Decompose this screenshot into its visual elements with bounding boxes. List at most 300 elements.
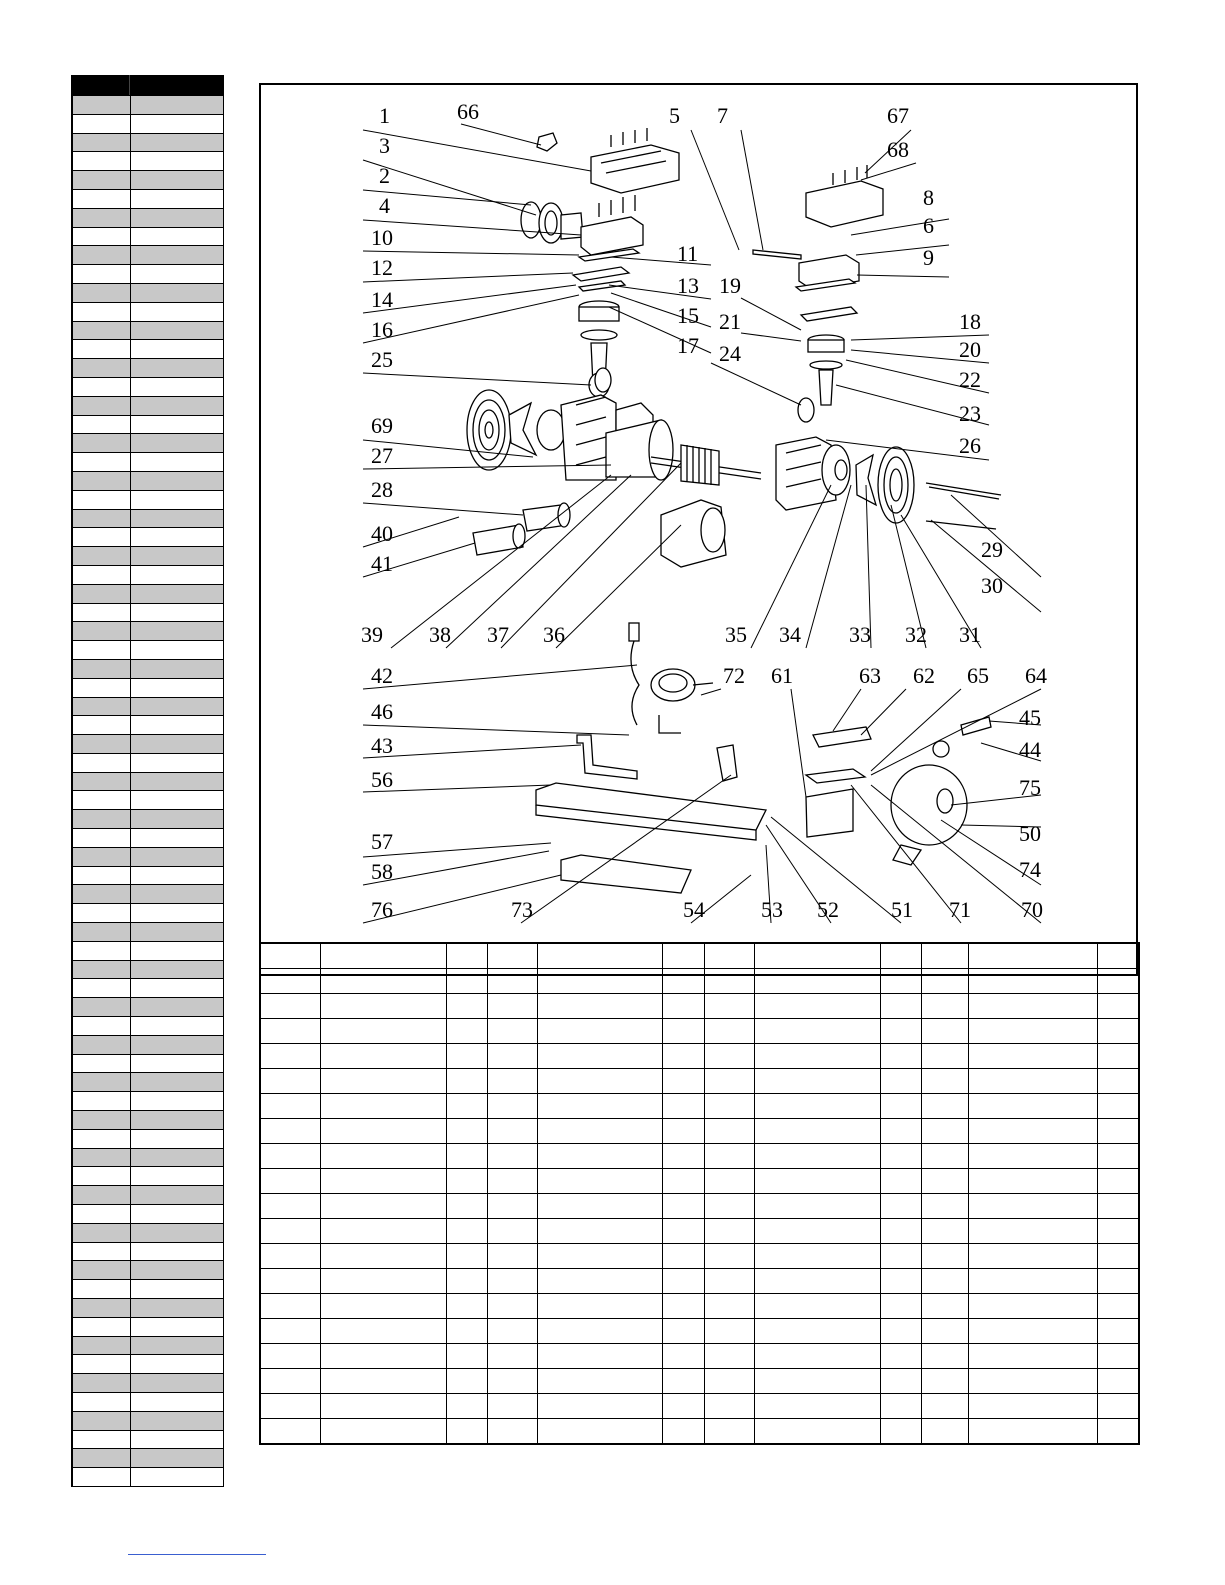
- sidebar-row: [72, 679, 224, 698]
- callout-number: 17: [677, 333, 699, 358]
- parts-table-cell: [537, 1319, 662, 1344]
- parts-table-cell: [704, 1144, 754, 1169]
- parts-table-cell: [662, 994, 704, 1019]
- parts-table-cell: [754, 1244, 880, 1269]
- parts-table-cell: [320, 1169, 446, 1194]
- sidebar-row: [72, 1036, 224, 1055]
- parts-table-cell: [320, 1144, 446, 1169]
- parts-table-cell: [446, 1019, 487, 1044]
- parts-table-cell: [968, 1194, 1097, 1219]
- sidebar-row: [72, 171, 224, 190]
- parts-table-cell: [968, 1069, 1097, 1094]
- parts-table-cell: [260, 1069, 320, 1094]
- parts-table-cell: [880, 1019, 921, 1044]
- parts-table-cell: [487, 1019, 537, 1044]
- parts-table-row: [260, 1319, 1139, 1344]
- sidebar-row: [72, 1280, 224, 1299]
- parts-table-cell: [260, 1169, 320, 1194]
- parts-table-cell: [880, 969, 921, 994]
- right-motor-housing: [776, 437, 850, 510]
- parts-table-cell: [662, 969, 704, 994]
- parts-table-row: [260, 1369, 1139, 1394]
- left-filter: [521, 202, 583, 243]
- parts-table-cell: [754, 1294, 880, 1319]
- sidebar-row: [72, 1449, 224, 1468]
- parts-table-cell: [921, 1319, 968, 1344]
- parts-table-row: [260, 1144, 1139, 1169]
- sidebar-row: [72, 791, 224, 810]
- parts-table-cell: [921, 1069, 968, 1094]
- parts-table-cell: [968, 1094, 1097, 1119]
- left-fan: [509, 403, 536, 455]
- parts-table-cell: [1097, 1119, 1139, 1144]
- parts-table-cell: [537, 1144, 662, 1169]
- parts-table-cell: [487, 1119, 537, 1144]
- parts-table-cell: [662, 1019, 704, 1044]
- parts-table-cell: [320, 1069, 446, 1094]
- parts-table-cell: [1097, 943, 1139, 969]
- parts-table-row: [260, 994, 1139, 1019]
- parts-table-cell: [880, 1219, 921, 1244]
- parts-table-cell: [880, 943, 921, 969]
- parts-table-cell: [320, 1269, 446, 1294]
- parts-table-cell: [754, 1094, 880, 1119]
- left-piston-rod: [579, 301, 619, 397]
- parts-table-cell: [260, 1244, 320, 1269]
- connecting-tube: [753, 250, 801, 259]
- parts-table-cell: [704, 1069, 754, 1094]
- callout-number: 18: [959, 309, 981, 334]
- callout-number: 12: [371, 255, 393, 280]
- parts-table-cell: [880, 1069, 921, 1094]
- parts-table-cell: [537, 1219, 662, 1244]
- parts-table-cell: [487, 1194, 537, 1219]
- parts-table-cell: [880, 1194, 921, 1219]
- parts-table-cell: [260, 994, 320, 1019]
- sidebar-row: [72, 1224, 224, 1243]
- pipe: [577, 735, 637, 779]
- parts-table-row: [260, 1219, 1139, 1244]
- callout-number: 37: [487, 622, 509, 647]
- parts-table-row: [260, 1019, 1139, 1044]
- parts-table-cell: [1097, 1294, 1139, 1319]
- callout-number: 69: [371, 413, 393, 438]
- parts-table-cell: [880, 1294, 921, 1319]
- parts-table-cell: [537, 1194, 662, 1219]
- sidebar-row: [72, 867, 224, 886]
- parts-table-cell: [1097, 1419, 1139, 1445]
- parts-table-cell: [537, 1119, 662, 1144]
- callout-number: 67: [887, 103, 909, 128]
- sidebar-row: [72, 979, 224, 998]
- parts-table-cell: [446, 1269, 487, 1294]
- sidebar-row: [72, 1355, 224, 1374]
- parts-table-cell: [446, 1394, 487, 1419]
- sidebar-row: [72, 641, 224, 660]
- parts-table-cell: [662, 1069, 704, 1094]
- sidebar-row: [72, 510, 224, 529]
- callout-number: 45: [1019, 705, 1041, 730]
- parts-table-cell: [1097, 1369, 1139, 1394]
- parts-table-row: [260, 1294, 1139, 1319]
- parts-table-cell: [487, 969, 537, 994]
- parts-table-cell: [446, 1094, 487, 1119]
- parts-table-cell: [921, 1094, 968, 1119]
- callout-number: 30: [981, 573, 1003, 598]
- parts-table-cell: [968, 994, 1097, 1019]
- parts-table-row: [260, 1119, 1139, 1144]
- parts-table-cell: [320, 1119, 446, 1144]
- callout-number: 56: [371, 767, 393, 792]
- parts-table-cell: [446, 1369, 487, 1394]
- callout-number: 74: [1019, 857, 1041, 882]
- parts-table-cell: [704, 1244, 754, 1269]
- parts-table-cell: [968, 1394, 1097, 1419]
- parts-table-cell: [704, 994, 754, 1019]
- parts-table-cell: [704, 1419, 754, 1445]
- sidebar-row: [72, 1393, 224, 1412]
- callout-number: 19: [719, 273, 741, 298]
- parts-table-cell: [704, 1119, 754, 1144]
- parts-table-cell: [1097, 1219, 1139, 1244]
- sidebar-row: [72, 1017, 224, 1036]
- sidebar-row: [72, 622, 224, 641]
- callout-number: 15: [677, 303, 699, 328]
- callout-number: 52: [817, 897, 839, 922]
- parts-table-cell: [446, 1419, 487, 1445]
- parts-table-cell: [260, 1294, 320, 1319]
- parts-table-cell: [1097, 1069, 1139, 1094]
- parts-table-cell: [1097, 1019, 1139, 1044]
- parts-table-cell: [320, 1369, 446, 1394]
- parts-table-cell: [921, 1019, 968, 1044]
- sidebar-row: [72, 1073, 224, 1092]
- parts-table-cell: [754, 1369, 880, 1394]
- parts-table-cell: [320, 969, 446, 994]
- callout-number: 32: [905, 622, 927, 647]
- sidebar-row: [72, 1261, 224, 1280]
- parts-table-cell: [320, 1044, 446, 1069]
- parts-table-cell: [320, 1419, 446, 1445]
- parts-table-cell: [662, 1394, 704, 1419]
- parts-table-cell: [704, 1269, 754, 1294]
- parts-table-cell: [921, 1169, 968, 1194]
- parts-table-row: [260, 1269, 1139, 1294]
- parts-table-cell: [662, 1294, 704, 1319]
- parts-table-cell: [260, 1319, 320, 1344]
- parts-table-cell: [487, 1219, 537, 1244]
- parts-table-cell: [537, 1394, 662, 1419]
- left-cylinder-head: [581, 195, 643, 255]
- parts-table-cell: [320, 1244, 446, 1269]
- sidebar-row: [72, 1167, 224, 1186]
- parts-table-cell: [754, 1119, 880, 1144]
- parts-table-cell: [260, 1194, 320, 1219]
- parts-table-cell: [446, 1244, 487, 1269]
- parts-table-cell: [921, 1294, 968, 1319]
- parts-table-row: [260, 1419, 1139, 1445]
- parts-table-cell: [754, 1419, 880, 1445]
- parts-table-cell: [921, 943, 968, 969]
- parts-table-cell: [968, 1319, 1097, 1344]
- callout-number: 65: [967, 663, 989, 688]
- callout-number: 40: [371, 521, 393, 546]
- parts-table-cell: [880, 1369, 921, 1394]
- parts-table-cell: [968, 1419, 1097, 1445]
- callout-number: 35: [725, 622, 747, 647]
- parts-table-cell: [704, 1319, 754, 1344]
- sidebar-header: [72, 75, 224, 96]
- sidebar-row: [72, 1374, 224, 1393]
- parts-table-cell: [446, 1169, 487, 1194]
- right-fan-guard: [878, 447, 914, 523]
- callout-number: 31: [959, 622, 981, 647]
- sidebar-row: [72, 547, 224, 566]
- parts-table-cell: [446, 1219, 487, 1244]
- parts-table-cell: [1097, 1244, 1139, 1269]
- parts-table-cell: [754, 943, 880, 969]
- parts-table-cell: [487, 1269, 537, 1294]
- callout-number: 2: [379, 163, 390, 188]
- parts-table-cell: [704, 943, 754, 969]
- parts-table-cell: [968, 969, 1097, 994]
- parts-table-cell: [662, 1344, 704, 1369]
- parts-table-cell: [446, 969, 487, 994]
- parts-table-cell: [754, 969, 880, 994]
- callout-number: 39: [361, 622, 383, 647]
- sidebar-row: [72, 585, 224, 604]
- parts-table-cell: [880, 994, 921, 1019]
- callout-number: 73: [511, 897, 533, 922]
- sidebar-row: [72, 1412, 224, 1431]
- motor-cover: [661, 500, 726, 567]
- sidebar-row: [72, 378, 224, 397]
- sidebar-row: [72, 735, 224, 754]
- parts-table-cell: [921, 1419, 968, 1445]
- parts-table-cell: [921, 1269, 968, 1294]
- exploded-parts-diagram: [261, 85, 1136, 974]
- sidebar-row: [72, 246, 224, 265]
- parts-table-cell: [537, 1344, 662, 1369]
- sidebar-row: [72, 115, 224, 134]
- parts-table-cell: [487, 1044, 537, 1069]
- callout-number: 8: [923, 185, 934, 210]
- parts-table-cell: [968, 1219, 1097, 1244]
- parts-table-cell: [260, 1419, 320, 1445]
- callout-number: 25: [371, 347, 393, 372]
- parts-table-cell: [537, 1069, 662, 1094]
- parts-table-cell: [704, 1344, 754, 1369]
- left-fan-guard: [467, 390, 511, 470]
- parts-table-cell: [921, 1194, 968, 1219]
- parts-table-cell: [968, 1269, 1097, 1294]
- callout-number: 5: [669, 103, 680, 128]
- parts-table-cell: [880, 1419, 921, 1445]
- parts-table-cell: [320, 1194, 446, 1219]
- sidebar-row: [72, 265, 224, 284]
- capacitor-large: [473, 524, 525, 555]
- parts-table-cell: [921, 1144, 968, 1169]
- callout-number: 3: [379, 133, 390, 158]
- power-cord: [629, 623, 639, 725]
- parts-table-cell: [704, 1019, 754, 1044]
- parts-table-cell: [754, 1144, 880, 1169]
- parts-table-cell: [320, 1319, 446, 1344]
- parts-table-cell: [260, 1219, 320, 1244]
- parts-table-cell: [662, 1319, 704, 1344]
- parts-table-cell: [968, 1019, 1097, 1044]
- right-piston-rod: [798, 335, 844, 422]
- parts-table-cell: [487, 1369, 537, 1394]
- parts-table-cell: [320, 1294, 446, 1319]
- parts-table-cell: [487, 1244, 537, 1269]
- parts-table-cell: [704, 1169, 754, 1194]
- parts-table-cell: [662, 1219, 704, 1244]
- parts-table-cell: [260, 969, 320, 994]
- pressure-switch: [717, 745, 737, 781]
- parts-table-cell: [662, 1194, 704, 1219]
- parts-table-cell: [1097, 1319, 1139, 1344]
- parts-table-cell: [487, 1319, 537, 1344]
- parts-table-cell: [446, 1294, 487, 1319]
- parts-table-cell: [754, 1069, 880, 1094]
- parts-table-cell: [880, 1044, 921, 1069]
- callout-number: 4: [379, 193, 390, 218]
- callout-number: 36: [543, 622, 565, 647]
- callout-number: 27: [371, 443, 393, 468]
- parts-table-cell: [921, 994, 968, 1019]
- callout-number: 1: [379, 103, 390, 128]
- callout-number: 13: [677, 273, 699, 298]
- parts-table-cell: [487, 1169, 537, 1194]
- parts-table-cell: [260, 1369, 320, 1394]
- sidebar-row: [72, 961, 224, 980]
- sidebar-row: [72, 604, 224, 623]
- parts-table-cell: [1097, 1044, 1139, 1069]
- sidebar-row: [72, 472, 224, 491]
- parts-table-cell: [968, 1044, 1097, 1069]
- parts-table-cell: [754, 1269, 880, 1294]
- callout-number: 34: [779, 622, 801, 647]
- callout-number: 28: [371, 477, 393, 502]
- parts-table-cell: [704, 1369, 754, 1394]
- parts-table-cell: [1097, 1269, 1139, 1294]
- sidebar-row: [72, 152, 224, 171]
- callout-number: 14: [371, 287, 393, 312]
- sidebar-row: [72, 190, 224, 209]
- sidebar-row: [72, 416, 224, 435]
- sidebar-row: [72, 322, 224, 341]
- parts-table-cell: [537, 1419, 662, 1445]
- callout-number: 11: [677, 241, 699, 266]
- parts-table-row: [260, 1094, 1139, 1119]
- parts-table-row: [260, 1069, 1139, 1094]
- sidebar-row: [72, 1186, 224, 1205]
- parts-table-cell: [260, 1044, 320, 1069]
- sidebar-row: [72, 1055, 224, 1074]
- parts-table-cell: [320, 994, 446, 1019]
- sidebar-row: [72, 1337, 224, 1356]
- parts-table-cell: [754, 1194, 880, 1219]
- parts-table-cell: [880, 1169, 921, 1194]
- parts-table-cell: [260, 1019, 320, 1044]
- callout-number: 9: [923, 245, 934, 270]
- parts-table-cell: [880, 1244, 921, 1269]
- parts-table-cell: [537, 1019, 662, 1044]
- capacitor-small: [523, 503, 570, 531]
- parts-table-cell: [662, 1044, 704, 1069]
- parts-table-cell: [968, 1344, 1097, 1369]
- parts-table-cell: [446, 1119, 487, 1144]
- parts-table-cell: [921, 1394, 968, 1419]
- sidebar-row: [72, 491, 224, 510]
- parts-table-cell: [260, 1394, 320, 1419]
- parts-table-cell: [880, 1344, 921, 1369]
- parts-table-cell: [662, 1419, 704, 1445]
- parts-table-cell: [704, 1044, 754, 1069]
- parts-table-cell: [968, 1169, 1097, 1194]
- callout-number: 23: [959, 401, 981, 426]
- parts-table-row: [260, 943, 1139, 969]
- parts-table-cell: [1097, 1144, 1139, 1169]
- parts-table-row: [260, 1044, 1139, 1069]
- callout-number: 75: [1019, 775, 1041, 800]
- sidebar-row: [72, 810, 224, 829]
- sidebar-row: [72, 754, 224, 773]
- parts-table-cell: [1097, 969, 1139, 994]
- sidebar-row: [72, 303, 224, 322]
- parts-table-cell: [260, 1344, 320, 1369]
- parts-table-cell: [704, 1219, 754, 1244]
- parts-table-cell: [662, 943, 704, 969]
- parts-table-cell: [968, 943, 1097, 969]
- parts-table-cell: [537, 1169, 662, 1194]
- parts-table-cell: [446, 1319, 487, 1344]
- parts-table-cell: [662, 1094, 704, 1119]
- callout-number: 54: [683, 897, 705, 922]
- sidebar-row: [72, 1205, 224, 1224]
- callout-number: 72: [723, 663, 745, 688]
- parts-table-cell: [446, 943, 487, 969]
- parts-table-cell: [537, 1044, 662, 1069]
- callout-number: 66: [457, 99, 479, 124]
- parts-table-cell: [662, 1119, 704, 1144]
- sidebar-row: [72, 904, 224, 923]
- sidebar-row: [72, 1318, 224, 1337]
- callout-number: 71: [949, 897, 971, 922]
- right-head-cover: [806, 165, 883, 227]
- parts-table-cell: [537, 1294, 662, 1319]
- callout-number: 53: [761, 897, 783, 922]
- callout-number: 24: [719, 341, 741, 366]
- sidebar-row: [72, 566, 224, 585]
- callout-number: 41: [371, 551, 393, 576]
- parts-table-cell: [754, 1344, 880, 1369]
- sidebar-row: [72, 434, 224, 453]
- sidebar-row: [72, 1092, 224, 1111]
- check-valve: [933, 717, 991, 757]
- parts-table-cell: [968, 1119, 1097, 1144]
- parts-table-cell: [320, 1219, 446, 1244]
- callout-number: 22: [959, 367, 981, 392]
- parts-table-cell: [260, 1094, 320, 1119]
- parts-table-cell: [487, 1144, 537, 1169]
- parts-table-cell: [754, 994, 880, 1019]
- sidebar-row: [72, 209, 224, 228]
- sidebar-row: [72, 1243, 224, 1262]
- parts-table-cell: [704, 1394, 754, 1419]
- callout-number: 68: [887, 137, 909, 162]
